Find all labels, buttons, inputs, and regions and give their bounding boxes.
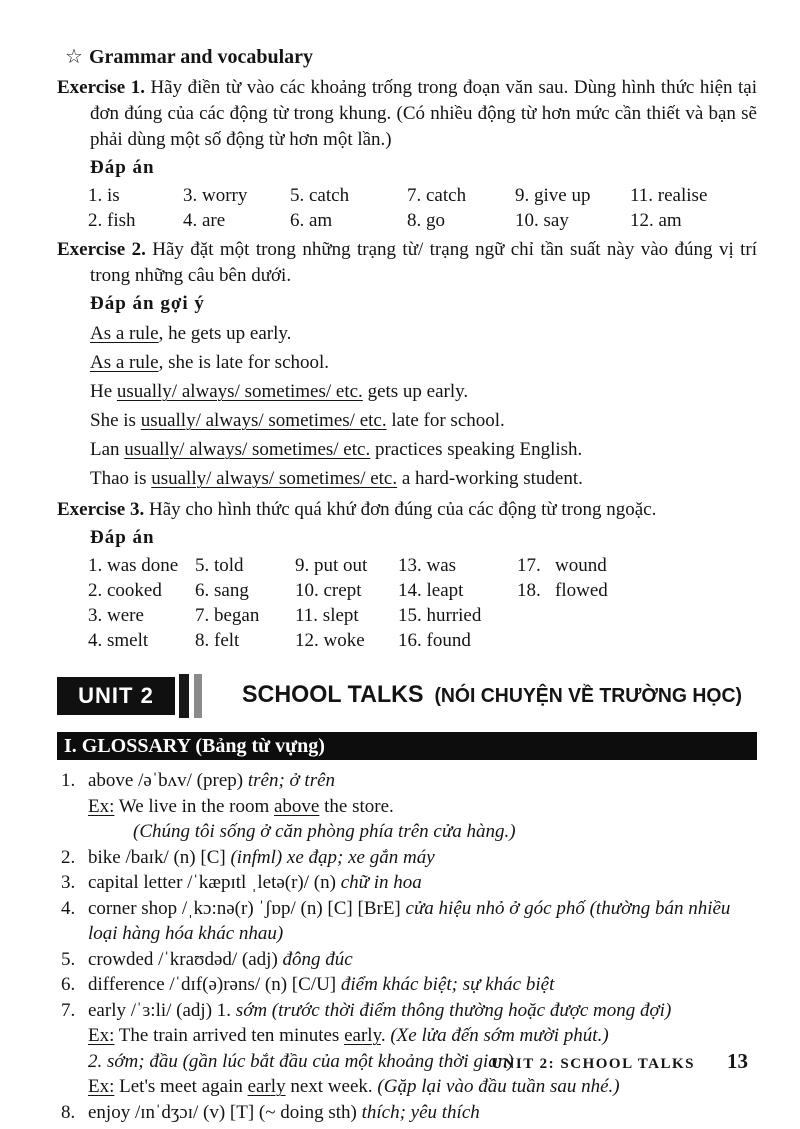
example-sentence: As a rule, he gets up early. — [90, 323, 292, 344]
glossary-example: Ex: The train arrived ten minutes early. (Xe lửa đến sớm mười phút.) — [88, 1025, 609, 1046]
answer-cell: 7. catch — [407, 185, 467, 206]
answer-cell: 17. wound — [517, 555, 607, 576]
glossary-entry: early /ˈɜ:li/ (adj) 1. sớm (trước thời điểm thông thường hoặc được mong đợi) — [88, 999, 672, 1021]
answer-cell: 7. began — [195, 605, 260, 626]
unit-header — [57, 673, 757, 719]
glossary-entry: capital letter /ˈkæpɪtl ˌletə(r)/ (n) chữ in hoa — [88, 872, 422, 893]
answer-cell: 14. leapt — [398, 580, 464, 601]
star-icon: ☆ — [65, 46, 83, 68]
answer-cell — [517, 628, 757, 653]
answer-cell: 16. found — [398, 630, 471, 651]
answer-cell: 15. hurried — [398, 605, 482, 626]
exercise1-label: Exercise 1. — [57, 77, 145, 98]
glossary-item-number: 7. — [61, 999, 76, 1021]
example-sentence: Thao is usually/ always/ sometimes/ etc. a hard-working student. — [90, 468, 583, 489]
glossary-item — [57, 947, 757, 973]
glossary-item-body — [88, 1100, 757, 1126]
exercise3-label: Exercise 3. — [57, 499, 145, 520]
answer-cell: 6. sang — [195, 580, 249, 601]
glossary-section-bar: I. GLOSSARY (Bảng từ vựng) — [57, 732, 757, 760]
glossary-item-body — [88, 768, 757, 845]
answer-cell: 2. fish — [88, 210, 136, 231]
exercise2-label: Exercise 2. — [57, 239, 146, 260]
unit-title — [242, 682, 742, 710]
answer-cell — [517, 603, 757, 628]
answer-cell: 12. am — [630, 210, 682, 231]
glossary-item-body — [88, 870, 757, 896]
page-content — [57, 44, 757, 1125]
exercise2-answers — [90, 319, 757, 493]
glossary-item-number: 5. — [61, 948, 76, 970]
glossary-sense: 2. sớm; đầu (gần lúc bắt đầu của một khoảng thời gian) — [88, 1050, 514, 1072]
unit-number-badge: UNIT 2 — [57, 677, 175, 715]
glossary-translation: (Chúng tôi sống ở căn phòng phía trên cửa hàng.) — [133, 821, 516, 842]
glossary-entry: corner shop /ˌkɔ:nə(r) ˈʃɒp/ (n) [C] [BrE] cửa hiệu nhỏ ở góc phố (thường bán nhiều loại hàng hóa khác nhau) — [88, 897, 731, 944]
glossary-item — [57, 845, 757, 871]
glossary-example: Ex: We live in the room above the store. — [88, 795, 394, 817]
answer-cell: 6. am — [290, 210, 333, 231]
answer-cell: 10. crept — [295, 580, 362, 601]
unit-title-text: SCHOOL TALKS — [241, 681, 424, 708]
unit-title-subtitle: (NÓI CHUYỆN VỀ TRƯỜNG HỌC) — [434, 685, 742, 707]
answer-cell: 8. go — [407, 210, 445, 231]
glossary-entry: difference /ˈdɪf(ə)rəns/ (n) [C/U] điểm khác biệt; sự khác biệt — [88, 974, 555, 995]
section-heading-text: Grammar and vocabulary — [88, 46, 314, 68]
glossary-entry: above /əˈbʌv/ (prep) trên; ở trên — [88, 770, 336, 791]
glossary-entry: crowded /ˈkraʊdəd/ (adj) đông đúc — [88, 948, 353, 970]
glossary-item — [57, 1100, 757, 1126]
answer-cell: 8. felt — [195, 630, 240, 651]
answer-cell: 13. was — [398, 555, 457, 576]
glossary-item — [57, 896, 757, 947]
page-footer — [491, 1049, 748, 1074]
exercise1-answers — [88, 183, 757, 233]
answer-cell: 2. cooked — [88, 580, 162, 601]
footer-unit-title: UNIT 2: SCHOOL TALKS — [491, 1056, 695, 1072]
example-sentence: She is usually/ always/ sometimes/ etc. late for school. — [90, 410, 505, 431]
answer-cell: 5. told — [195, 555, 244, 576]
exercise3-instruction — [57, 497, 757, 523]
glossary-item-number: 3. — [61, 872, 76, 893]
answer-cell: 1. was done — [88, 555, 179, 576]
page-number: 13 — [727, 1049, 748, 1073]
answer-cell: 3. were — [88, 605, 144, 626]
glossary-item — [57, 972, 757, 998]
answer-cell: 11. realise — [630, 185, 708, 206]
exercise1-instruction — [57, 75, 757, 153]
glossary-item-number: 1. — [61, 770, 76, 791]
glossary-item-number: 2. — [61, 846, 76, 868]
glossary-item — [57, 768, 757, 845]
exercise3-text: Hãy cho hình thức quá khứ đơn đúng của các động từ trong ngoặc. — [144, 499, 657, 520]
glossary-item-number: 4. — [61, 897, 76, 919]
decorative-bar-gray — [194, 674, 201, 718]
answer-cell: 18. flowed — [517, 580, 608, 601]
glossary-item-number: 6. — [61, 974, 76, 995]
answer-cell: 10. say — [515, 210, 569, 231]
exercise2-answer-heading: Đáp án gợi ý — [90, 293, 205, 314]
glossary-item-body — [88, 896, 757, 947]
exercise1-answer-heading: Đáp án — [90, 157, 155, 178]
example-sentence: He usually/ always/ sometimes/ etc. gets up early. — [90, 381, 469, 402]
section-heading — [65, 44, 757, 70]
answer-cell: 4. are — [183, 210, 226, 231]
example-sentence: Lan usually/ always/ sometimes/ etc. practices speaking English. — [90, 439, 583, 460]
glossary-entry: bike /baɪk/ (n) [C] (infml) xe đạp; xe gắn máy — [88, 846, 435, 868]
answer-cell: 3. worry — [183, 185, 248, 206]
example-sentence: As a rule, she is late for school. — [90, 352, 330, 373]
glossary-item-body — [88, 845, 757, 871]
glossary-example: Ex: Let's meet again early next week. (Gặp lại vào đầu tuần sau nhé.) — [88, 1076, 620, 1097]
answer-cell: 1. is — [88, 185, 120, 206]
glossary-item-number: 8. — [61, 1101, 76, 1123]
exercise2-text: Hãy đặt một trong những trạng từ/ trạng ngữ chỉ tần suất này vào đúng vị trí trong những câu bên dưới. — [90, 239, 757, 286]
decorative-bar-black — [179, 674, 189, 718]
exercise3-answers — [88, 553, 757, 653]
answer-cell: 9. put out — [295, 555, 368, 576]
answer-cell: 11. slept — [295, 605, 359, 626]
answer-cell: 12. woke — [295, 630, 365, 651]
glossary-item-body — [88, 947, 757, 973]
answer-cell: 4. smelt — [88, 630, 149, 651]
answer-cell: 5. catch — [290, 185, 350, 206]
glossary-entry: enjoy /ɪnˈdʒɔɪ/ (v) [T] (~ doing sth) thích; yêu thích — [88, 1101, 480, 1123]
glossary-item — [57, 870, 757, 896]
exercise3-answer-heading: Đáp án — [90, 527, 155, 548]
exercise1-text: Hãy điền từ vào các khoảng trống trong đoạn văn sau. Dùng hình thức hiện tại đơn đúng của các động từ trong khung. (Có nhiều động từ hơn mức cần thiết và bạn sẽ phải dùng một số động từ hơn một lần.) — [90, 77, 757, 150]
exercise2-instruction — [57, 237, 757, 289]
glossary-item-body — [88, 972, 757, 998]
answer-cell: 9. give up — [515, 185, 591, 206]
